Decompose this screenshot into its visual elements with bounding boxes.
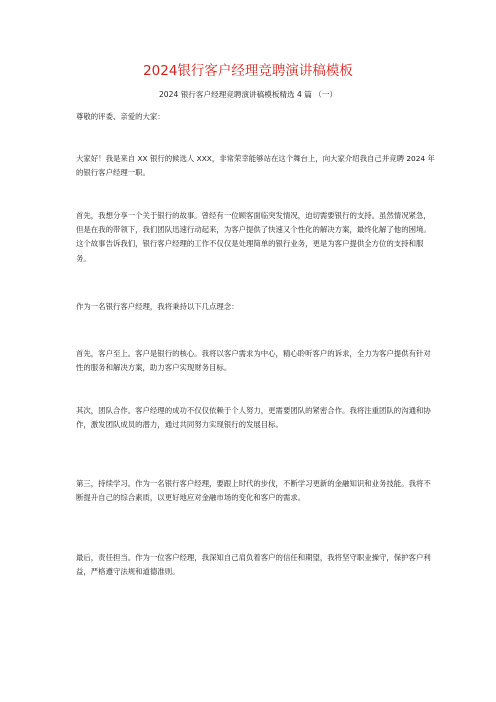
paragraph-salutation: 尊敬的评委、亲爱的大家： bbox=[76, 112, 165, 121]
paragraph-customer-first: 首先，客户至上。客户是银行的核心。我将以客户需求为中心，精心聆听客户的诉求，全力为客户提供有针对性的服务和解决方案，助力客户实现财务目标。 bbox=[76, 349, 431, 373]
document-title: 2024银行客户经理竞聘演讲稿模板 bbox=[143, 63, 353, 79]
document-subtitle: 2024 银行客户经理竞聘演讲稿模板精选 4 篇 （一） bbox=[158, 90, 338, 99]
paragraph-responsibility: 最后，责任担当。作为一位客户经理，我深知自己肩负着客户的信任和期望，我将坚守职业操守，保护客户利益，严格遵守法规和道德准则。 bbox=[76, 553, 431, 577]
paragraph-teamwork: 其次，团队合作。客户经理的成功不仅仅依赖于个人努力，更需要团队的紧密合作。我将注重团队的沟通和协作，激发团队成员的潜力，通过共同努力实现银行的发展目标。 bbox=[76, 406, 431, 430]
paragraph-greeting: 大家好！我是来自 XX 银行的候选人 XXX，非常荣幸能够站在这个舞台上，向大家介绍我自己并竞聘 2024 年的银行客户经理一职。 bbox=[76, 154, 435, 178]
paragraph-story: 首先，我想分享一个关于银行的故事。曾经有一位顾客面临突发情况，迫切需要银行的支持。虽然情况紧急，但是在我的带领下，我们团队迅速行动起来，为客户提供了快速又个性化的解决方案，最终化解了他的困境。这个故事告诉我们，银行客户经理的工作不仅仅是处理简单的银行业务，更是为客户提供全方位的支持和服务。 bbox=[76, 211, 431, 263]
paragraph-principles-intro: 作为一名银行客户经理，我将秉持以下几点理念： bbox=[76, 302, 239, 311]
paragraph-learning: 第三，持续学习。作为一名银行客户经理，要跟上时代的步伐，不断学习更新的金融知识和业务技能。我将不断提升自己的综合素质，以更好地应对金融市场的变化和客户的需求。 bbox=[76, 479, 431, 503]
